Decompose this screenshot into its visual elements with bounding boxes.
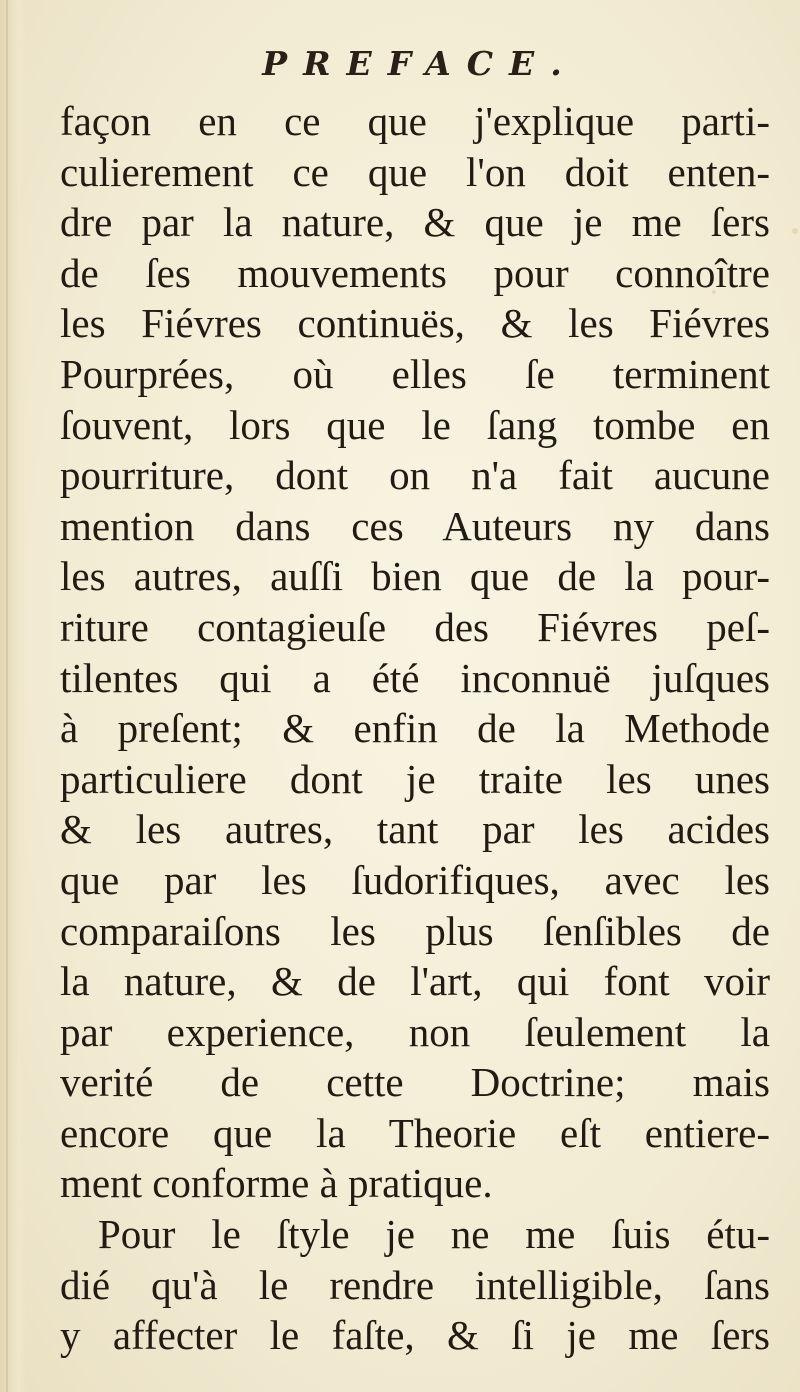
text-line: par experience, non ſeulement la [60,1008,770,1055]
text-line: les autres, auſſi bien que de la pour- [60,553,770,600]
running-head: PREFACE. [262,44,578,83]
text-line: & les autres, tant par les acides [60,806,770,853]
text-line-paragraph-end: ment conforme à pratique. [60,1160,493,1207]
text-line: mention dans ces Auteurs ny dans [60,502,770,549]
page-gutter [0,0,26,1392]
text-line: dié qu'à le rendre intelligible, ſans [60,1261,770,1308]
text-line: riture contagieuſe des Fiévres peſ- [60,603,770,650]
text-line: comparaiſons les plus ſenſibles de [60,907,770,954]
text-line: y affecter le faſte, & ſi je me ſers [60,1312,770,1359]
body-text [60,96,770,1361]
text-line: les Fiévres continuës, & les Fiévres [60,300,770,347]
text-line: particuliere dont je traite les unes [60,755,770,802]
text-line: de ſes mouvements pour connoître [60,249,770,296]
text-line: pourriture, dont on n'a fait aucune [60,452,770,499]
text-line: à preſent; & enfin de la Methode [60,705,770,752]
text-line: façon en ce que j'explique parti- [60,98,770,144]
text-line: tilentes qui a été inconnuë juſques [60,654,770,701]
text-line: ſouvent, lors que le ſang tombe en [60,401,770,448]
text-line: verité de cette Doctrine; mais [60,1059,770,1106]
text-line-paragraph-start: Pour le ſtyle je ne me ſuis étu- [98,1211,770,1258]
text-line: dre par la nature, & que je me ſers [60,199,770,246]
text-line: encore que la Theorie eſt entiere- [60,1109,770,1156]
text-line: la nature, & de l'art, qui font voir [60,958,770,1005]
gutter-edge [6,0,8,1392]
text-line: Pourprées, où elles ſe terminent [60,350,770,397]
text-line: culierement ce que l'on doit enten- [60,148,770,195]
text-line: que par les ſudorifiques, avec les [60,856,770,903]
paper-spot [792,228,798,234]
